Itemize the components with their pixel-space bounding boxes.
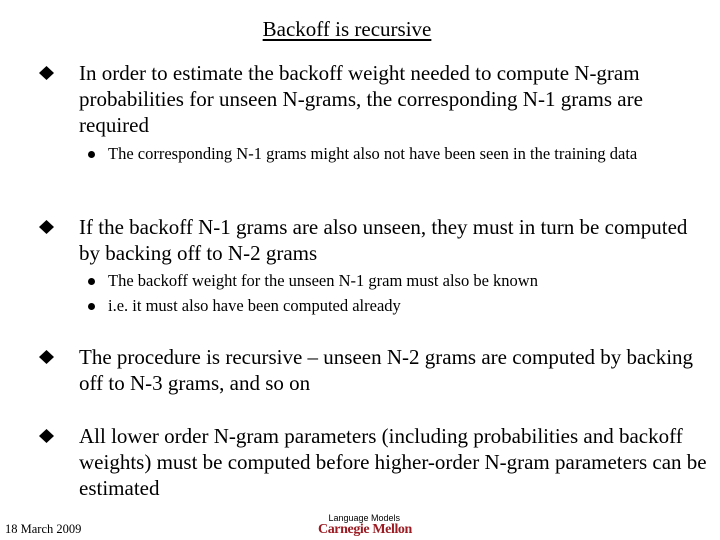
bullet-3 — [37, 344, 707, 396]
slide-title: Backoff is recursive — [262, 17, 432, 41]
bullet-4 — [37, 423, 707, 501]
bullet-2-sub-2 — [88, 295, 688, 317]
bullet-1-sub-1-text: The corresponding N-1 grams might also not have been seen in the training data — [108, 144, 638, 163]
bullet-1-sub-1 — [88, 143, 688, 165]
bullet-2-sub-2-text: i.e. it must also have been computed already — [108, 296, 401, 315]
bullet-2-text: If the backoff N-1 grams are also unseen, they must in turn be computed by backing off to N-2 grams — [79, 215, 688, 265]
footer-course-name: Language Models — [328, 513, 400, 523]
diamond-bullet-icon — [39, 350, 54, 364]
bullet-1 — [37, 60, 707, 138]
bullet-2 — [37, 214, 707, 266]
bullet-4-text: All lower order N-gram parameters (including probabilities and backoff weights) must be computed before higher-order N-gram parameters can be estimated — [79, 424, 707, 500]
bullet-2-sub-1 — [88, 270, 688, 292]
bullet-2-sub-1-text: The backoff weight for the unseen N-1 gram must also be known — [108, 271, 538, 290]
carnegie-mellon-logo: Carnegie Mellon — [318, 522, 412, 537]
round-dot-icon — [88, 278, 95, 285]
round-dot-icon — [88, 151, 95, 158]
diamond-bullet-icon — [39, 66, 54, 80]
diamond-bullet-icon — [39, 220, 54, 234]
round-dot-icon — [88, 303, 95, 310]
bullet-1-text: In order to estimate the backoff weight needed to compute N-gram probabilities for unseen N-grams, the corresponding N-1 grams are required — [79, 61, 643, 137]
diamond-bullet-icon — [39, 429, 54, 443]
footer-date: 18 March 2009 — [5, 522, 82, 536]
bullet-3-text: The procedure is recursive – unseen N-2 grams are computed by backing off to N-3 grams, and so on — [79, 345, 694, 395]
